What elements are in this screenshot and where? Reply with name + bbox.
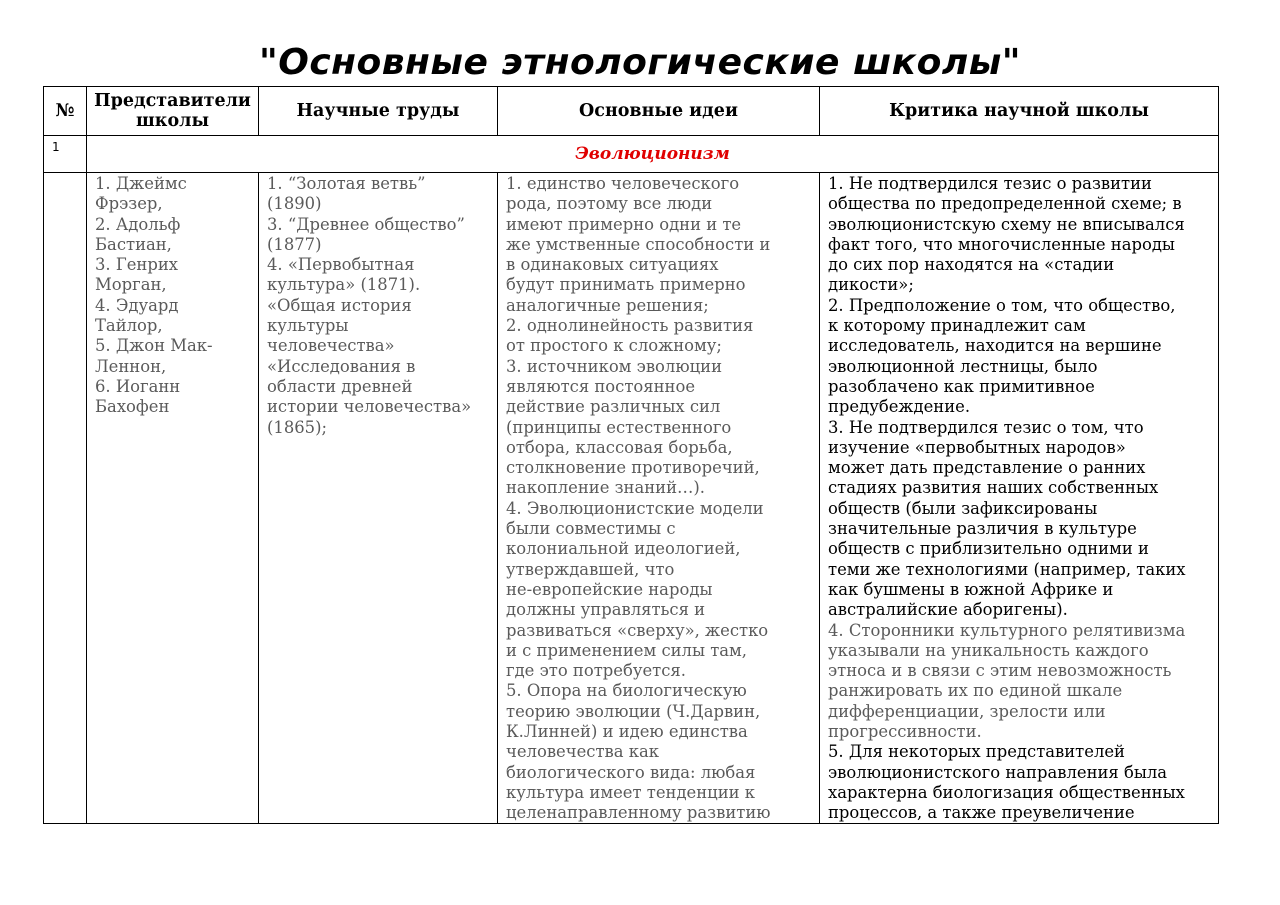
work-line: «Исследования в (267, 356, 416, 376)
representative-line: Бастиан, (95, 234, 172, 254)
schools-table (43, 86, 1219, 824)
header-ideas: Основные идеи (498, 87, 820, 136)
idea-line: рода, поэтому все люди (506, 194, 713, 214)
criticism-line: обществ с приблизительно одними и (828, 539, 1149, 559)
criticism-line: предубеждение. (828, 397, 971, 417)
representative-line: Морган, (95, 275, 167, 295)
idea-line: имеют примерно одни и те (506, 214, 742, 234)
empty-num-cell (44, 173, 87, 824)
criticism-line: эволюционистскую схему не вписывался (828, 214, 1185, 234)
representative-line: 5. Джон Мак- (95, 336, 213, 356)
header-representatives-line1: Представители (94, 91, 251, 111)
idea-line: колониальной идеологией, (506, 539, 741, 559)
idea-line: накопление знаний…). (506, 478, 706, 498)
school-row (44, 136, 1219, 173)
work-line: (1865); (267, 417, 328, 437)
idea-line: развиваться «сверху», жестко (506, 620, 769, 640)
representative-line: 6. Иоганн (95, 376, 181, 396)
header-representatives (87, 87, 259, 136)
idea-line: в одинаковых ситуациях (506, 255, 719, 275)
criticism-line: может дать представление о ранних (828, 458, 1146, 478)
idea-line: человечества как (506, 742, 659, 762)
idea-line: аналогичные решения; (506, 295, 709, 315)
criticism-line: 2. Предположение о том, что общество, (828, 295, 1176, 315)
school-number: 1 (44, 136, 87, 173)
idea-line: где это потребуется. (506, 661, 686, 681)
header-criticism: Критика научной школы (820, 87, 1219, 136)
representative-line: Тайлор, (95, 316, 163, 336)
work-line: (1890) (267, 194, 322, 214)
school-name: Эволюционизм (87, 136, 1219, 173)
criticism-line: этноса и в связи с этим невозможность (828, 661, 1172, 681)
idea-line: утверждавшей, что (506, 559, 675, 579)
page-title (0, 42, 1280, 83)
idea-line: не-европейские народы (506, 579, 713, 599)
criticism-line: значительные различия в культуре (828, 519, 1137, 539)
criticism-line: эволюционистского направления была (828, 762, 1168, 782)
idea-line: столкновение противоречий, (506, 458, 760, 478)
idea-line: же умственные способности и (506, 234, 771, 254)
works-cell (259, 173, 498, 824)
representative-line: Бахофен (95, 397, 170, 417)
criticism-line: стадиях развития наших собственных (828, 478, 1159, 498)
representative-line: 2. Адольф (95, 214, 181, 234)
idea-line: 3. источником эволюции (506, 356, 722, 376)
criticism-cell (820, 173, 1219, 824)
criticism-line: дикости»; (828, 275, 914, 295)
criticism-line: процессов, а также преувеличение (828, 803, 1135, 823)
idea-line: 2. однолинейность развития (506, 316, 754, 336)
header-representatives-line2: школы (136, 111, 209, 131)
idea-line: должны управляться и (506, 600, 706, 620)
idea-line: культура имеет тенденции к (506, 782, 756, 802)
criticism-line: эволюционной лестницы, было (828, 356, 1098, 376)
work-line: культуры (267, 316, 349, 336)
title-text: Основные этнологические школы (278, 42, 1002, 83)
representative-line: 4. Эдуард (95, 295, 179, 315)
work-line: 4. «Первобытная (267, 255, 415, 275)
idea-line: 1. единство человеческого (506, 174, 740, 193)
criticism-line: изучение «первобытных народов» (828, 437, 1126, 457)
criticism-line: 5. Для некоторых представителей (828, 742, 1125, 762)
criticism-line: к которому принадлежит сам (828, 316, 1086, 336)
representative-line: 3. Генрих (95, 255, 178, 275)
criticism-line: разоблачено как примитивное (828, 376, 1095, 396)
ideas-cell (498, 173, 820, 824)
criticism-line: австралийские аборигены). (828, 600, 1068, 620)
criticism-line: дифференциации, зрелости или (828, 701, 1106, 721)
idea-line: были совместимы с (506, 519, 676, 539)
work-line: истории человечества» (267, 397, 472, 417)
title-open-quote: " (258, 42, 279, 83)
work-line: 3. “Древнее общество” (267, 214, 465, 234)
idea-line: (принципы естественного (506, 417, 732, 437)
idea-line: К.Линней) и идею единства (506, 722, 748, 742)
criticism-line: 3. Не подтвердился тезис о том, что (828, 417, 1144, 437)
representative-line: Фрэзер, (95, 194, 163, 214)
idea-line: теорию эволюции (Ч.Дарвин, (506, 701, 761, 721)
idea-line: 5. Опора на биологическую (506, 681, 747, 701)
criticism-line: 4. Сторонники культурного релятивизма (828, 620, 1186, 640)
content-row (44, 173, 1219, 824)
criticism-line: прогрессивности. (828, 722, 982, 742)
criticism-line: общества по предопределенной схеме; в (828, 194, 1182, 214)
representative-line: 1. Джеймс (95, 174, 187, 193)
criticism-line: указывали на уникальность каждого (828, 640, 1149, 660)
criticism-line: 1. Не подтвердился тезис о развитии (828, 174, 1152, 193)
work-line: (1877) (267, 234, 322, 254)
idea-line: будут принимать примерно (506, 275, 746, 295)
criticism-line: как бушмены в южной Африке и (828, 579, 1114, 599)
criticism-line: теми же технологиями (например, таких (828, 559, 1186, 579)
work-line: области древней (267, 376, 413, 396)
idea-line: от простого к сложному; (506, 336, 722, 356)
representative-line: Леннон, (95, 356, 167, 376)
work-line: «Общая история (267, 295, 412, 315)
criticism-line: обществ (были зафиксированы (828, 498, 1098, 518)
idea-line: являются постоянное (506, 376, 696, 396)
header-row (44, 87, 1219, 136)
criticism-line: характерна биологизация общественных (828, 782, 1185, 802)
idea-line: биологического вида: любая (506, 762, 756, 782)
work-line: человечества» (267, 336, 395, 356)
idea-line: действие различных сил (506, 397, 721, 417)
criticism-line: ранжировать их по единой шкале (828, 681, 1123, 701)
idea-line: отбора, классовая борьба, (506, 437, 733, 457)
header-works: Научные труды (259, 87, 498, 136)
idea-line: и с применением силы там, (506, 640, 748, 660)
header-num: № (44, 87, 87, 136)
idea-line: 4. Эволюционистские модели (506, 498, 764, 518)
representatives-cell (87, 173, 259, 824)
work-line: культура» (1871). (267, 275, 421, 295)
work-line: 1. “Золотая ветвь” (267, 174, 426, 193)
criticism-line: факт того, что многочисленные народы (828, 234, 1175, 254)
criticism-line: до сих пор находятся на «стадии (828, 255, 1115, 275)
title-close-quote: " (1001, 42, 1022, 83)
idea-line: целенаправленному развитию (506, 803, 771, 823)
criticism-line: исследователь, находится на вершине (828, 336, 1162, 356)
